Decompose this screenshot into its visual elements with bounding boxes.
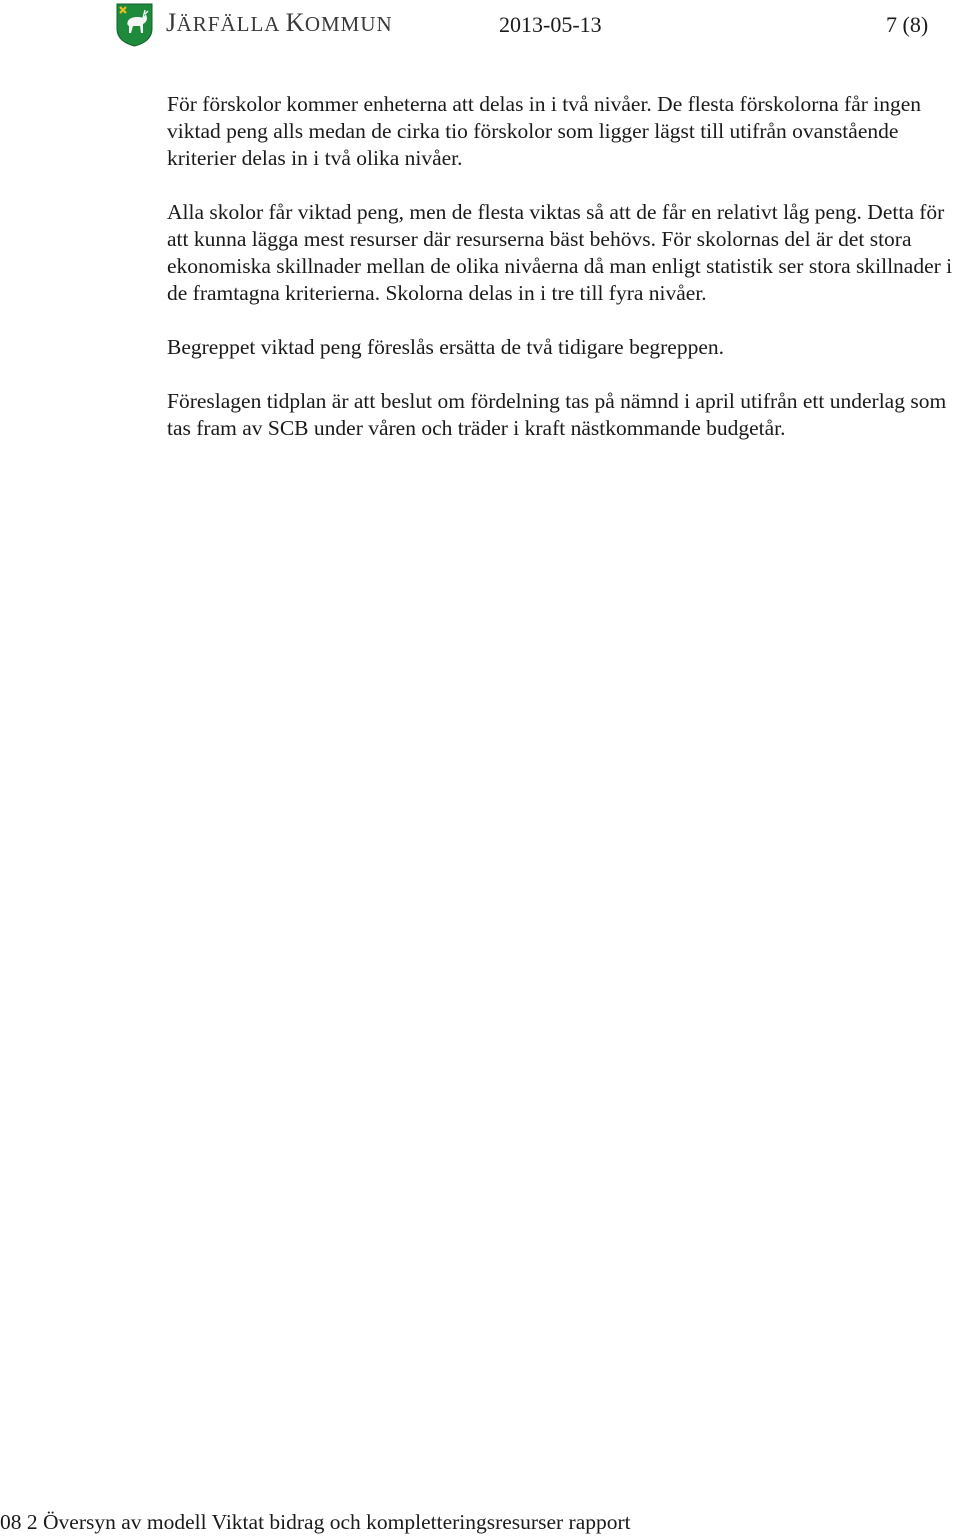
paragraph-terminology: Begreppet viktad peng föreslås ersätta de två tidigare begreppen. [167, 335, 724, 359]
document-footer: 08 2 Översyn av modell Viktat bidrag och kompletteringsresurser rapport [0, 1510, 631, 1534]
organization-wordmark: JÄRFÄLLA KOMMUN [166, 8, 393, 37]
paragraph-timeline: Föreslagen tidplan är att beslut om fördelning tas på nämnd i april utifrån ett underlag som tas fram av SCB under våren och träder i kraft nästkommande budgetår. [167, 389, 947, 440]
paragraph-schools: Alla skolor får viktad peng, men de flesta viktas så att de får en relativt låg peng. Detta för att kunna lägga mest resurser där resurserna bäst behövs. För skolornas del är det stora ekonomiska skillnader mellan de olika nivåerna då man enligt statistik ser stora skillnader i de framtagna kriterierna. Skolorna delas in i tre till fyra nivåer. [167, 200, 953, 305]
jarfalla-coat-of-arms-icon [116, 3, 153, 47]
page-number: 7 (8) [886, 12, 929, 37]
page-header [0, 0, 960, 50]
document-date: 2013-05-13 [499, 12, 602, 37]
document-body [167, 91, 960, 469]
paragraph-preschools: För förskolor kommer enheterna att delas in i två nivåer. De flesta förskolorna får ingen viktad peng alls medan de cirka tio förskolor som ligger lägst till utifrån ovanstående kriterier delas in i två olika nivåer. [167, 92, 922, 170]
